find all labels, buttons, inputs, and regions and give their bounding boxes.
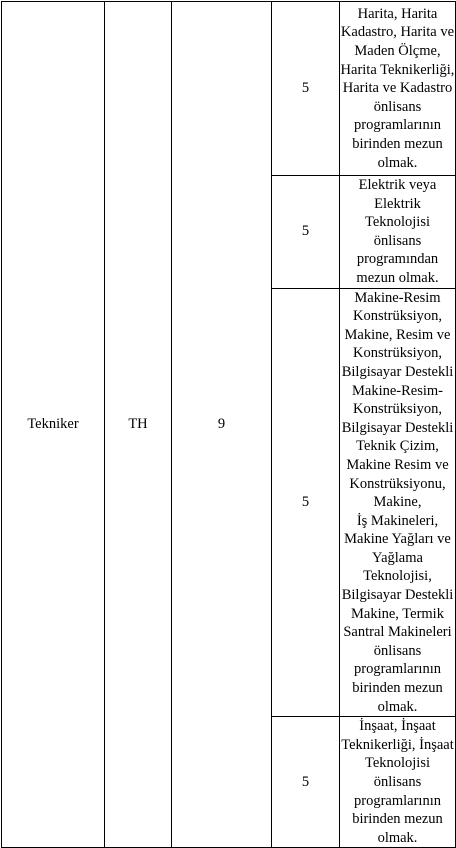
requirement-number-cell: 5 [272, 288, 340, 717]
requirement-text-cell: İnşaat, İnşaat Teknikerliği, İnşaat Teknolojisi önlisans programlarının birinden mezun olmak. [340, 717, 456, 848]
position-count-cell: 9 [172, 2, 272, 848]
requirement-number-cell: 5 [272, 176, 340, 289]
requirement-number-cell: 5 [272, 717, 340, 848]
position-title-cell: Tekniker [2, 2, 105, 848]
table-row [2, 2, 456, 176]
requirement-text-cell: Harita, Harita Kadastro, Harita ve Maden Ölçme, Harita Teknikerliği, Harita ve Kadastro önlisans programlarının birinden mezun olmak. [340, 2, 456, 176]
requirement-number-cell: 5 [272, 2, 340, 176]
requirement-text-cell: Elektrik veya Elektrik Teknolojisi önlisans programından mezun olmak. [340, 176, 456, 289]
position-code-cell: TH [105, 2, 172, 848]
requirement-text-cell: Makine-Resim Konstrüksiyon, Makine, Resim ve Konstrüksiyon, Bilgisayar Destekli Makine-Resim- Konstrüksiyon, Bilgisayar Destekli Teknik Çizim, Makine Resim ve Konstrüksiyonu, Makine, İş Makineleri, Makine Yağları ve Yağlama Teknolojisi, Bilgisayar Destekli Makine, Termik Santral Makineleri önlisans programlarının birinden mezun olmak. [340, 288, 456, 717]
requirements-table [1, 1, 456, 848]
